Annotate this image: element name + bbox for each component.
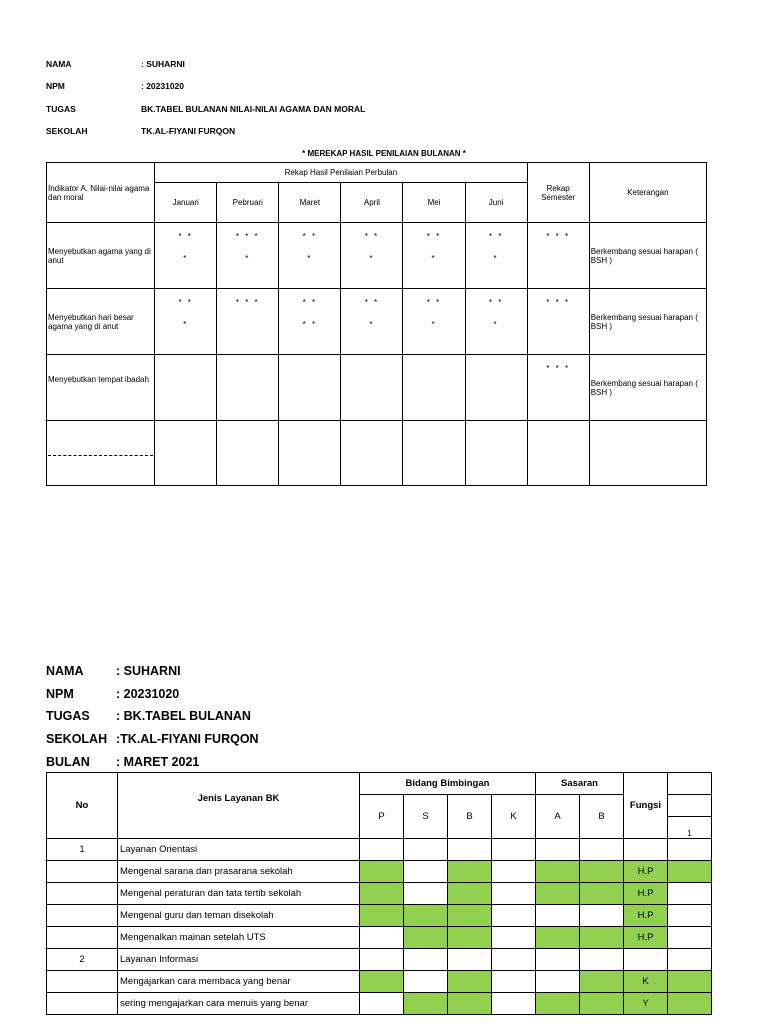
cell-k: [492, 949, 536, 971]
info-value-bulan: : MARET 2021: [116, 754, 200, 769]
semester-header: Rekap Semester: [527, 163, 589, 223]
cell-p: [360, 993, 404, 1015]
cell-k: [492, 883, 536, 905]
info-value-sekolah: :TK.AL-FIYANI FURQON: [116, 732, 259, 747]
info-label-sekolah: SEKOLAH: [46, 126, 88, 136]
cell-a: [536, 839, 580, 861]
score-cell: * * *: [465, 289, 527, 355]
cell-sb: [580, 971, 624, 993]
row-no: 2: [47, 949, 118, 971]
bk-services-table: [46, 772, 712, 1015]
table-row: [47, 289, 707, 355]
indicator-header: Indikator A. Nilai-nilai agama dan moral: [47, 163, 155, 223]
row-fungsi: [624, 949, 668, 971]
cell-extra: [668, 927, 712, 949]
cell-s: [404, 883, 448, 905]
indicator-cell: [47, 421, 155, 486]
info-label-sekolah: SEKOLAH: [46, 732, 108, 747]
month-header: April: [341, 183, 403, 223]
table-row: [47, 927, 712, 949]
cell-p: [360, 861, 404, 883]
table-row: [47, 949, 712, 971]
extra-col-number: 1: [668, 817, 712, 839]
cell-s: [404, 839, 448, 861]
info-label-bulan: BULAN: [46, 754, 90, 769]
score-cell: [155, 355, 217, 421]
semester-cell: * * *: [527, 289, 589, 355]
cell-extra: [668, 839, 712, 861]
cell-k: [492, 905, 536, 927]
row-fungsi: H.P: [624, 927, 668, 949]
score-cell: [341, 355, 403, 421]
table-row: [47, 883, 712, 905]
score-cell: [217, 355, 279, 421]
bidang-col-s: S: [404, 795, 448, 839]
score-cell: * * *: [403, 289, 465, 355]
cell-b: [448, 861, 492, 883]
score-cell: * * *: [403, 223, 465, 289]
cell-sb: [580, 861, 624, 883]
cell-s: [404, 993, 448, 1015]
row-jenis: Mengenal guru dan teman disekolah: [118, 905, 360, 927]
semester-cell: [527, 421, 589, 486]
month-header: Juni: [465, 183, 527, 223]
score-cell: * * * *: [279, 289, 341, 355]
sasaran-col-b: B: [580, 795, 624, 839]
cell-extra: [668, 861, 712, 883]
recap-title: * MEREKAP HASIL PENILAIAN BULANAN *: [302, 149, 466, 158]
row-jenis: Layanan Informasi: [118, 949, 360, 971]
score-cell: * * *: [155, 223, 217, 289]
cell-sb: [580, 839, 624, 861]
table-row: [47, 861, 712, 883]
cell-p: [360, 949, 404, 971]
month-header: Maret: [279, 183, 341, 223]
row-fungsi: K: [624, 971, 668, 993]
keterangan-header: Keterangan: [589, 163, 706, 223]
score-cell: * * *: [341, 223, 403, 289]
row-fungsi: [624, 839, 668, 861]
cell-a: [536, 861, 580, 883]
row-no: [47, 905, 118, 927]
indicator-cell: Menyebutkan tempat ibadah: [47, 355, 155, 421]
info-value-tugas: BK.TABEL BULANAN NILAI-NILAI AGAMA DAN MORAL: [141, 104, 366, 114]
cell-a: [536, 971, 580, 993]
row-fungsi: Y: [624, 993, 668, 1015]
keterangan-cell: Berkembang sesuai harapan ( BSH ): [589, 355, 706, 421]
fungsi-header: Fungsi: [624, 773, 668, 839]
monthly-recap-table: [46, 162, 707, 486]
cell-extra: [668, 883, 712, 905]
month-header: Pebruari: [217, 183, 279, 223]
cell-s: [404, 949, 448, 971]
row-jenis: Mengajarkan cara membaca yang benar: [118, 971, 360, 993]
cell-b: [448, 971, 492, 993]
cell-b: [448, 927, 492, 949]
table-row: [47, 839, 712, 861]
cell-sb: [580, 905, 624, 927]
cell-p: [360, 927, 404, 949]
info-value-sekolah: TK.AL-FIYANI FURQON: [141, 126, 236, 136]
score-cell: [217, 421, 279, 486]
indicator-cell: Menyebutkan hari besar agama yang di anut: [47, 289, 155, 355]
cell-b: [448, 839, 492, 861]
cell-s: [404, 927, 448, 949]
score-cell: [465, 421, 527, 486]
score-cell: * * *: [341, 289, 403, 355]
cell-sb: [580, 883, 624, 905]
cell-extra: [668, 949, 712, 971]
cell-s: [404, 905, 448, 927]
cell-s: [404, 861, 448, 883]
semester-cell: * * *: [527, 223, 589, 289]
row-no: [47, 927, 118, 949]
cell-extra: [668, 971, 712, 993]
table-row: [47, 971, 712, 993]
info-value-nama: : SUHARNI: [141, 59, 185, 69]
rekap-header: Rekap Hasil Penilaian Perbulan: [155, 163, 527, 183]
keterangan-cell: [589, 421, 706, 486]
score-cell: [465, 355, 527, 421]
info-value-nama: : SUHARNI: [116, 664, 181, 678]
cell-a: [536, 883, 580, 905]
info-value-npm: : 20231020: [116, 686, 180, 701]
semester-cell: * * *: [527, 355, 589, 421]
score-cell: * * *: [217, 289, 279, 355]
cell-b: [448, 883, 492, 905]
row-no: [47, 861, 118, 883]
cell-a: [536, 993, 580, 1015]
table-row: [47, 223, 707, 289]
row-fungsi: H.P: [624, 861, 668, 883]
score-cell: [341, 421, 403, 486]
bidang-col-p: P: [360, 795, 404, 839]
cell-extra: [668, 993, 712, 1015]
info-label-tugas: TUGAS: [46, 709, 90, 724]
row-fungsi: H.P: [624, 883, 668, 905]
cell-a: [536, 905, 580, 927]
row-jenis: Mengenal peraturan dan tata tertib sekolah: [118, 883, 360, 905]
score-cell: [403, 421, 465, 486]
score-cell: [155, 421, 217, 486]
cell-b: [448, 949, 492, 971]
cell-k: [492, 861, 536, 883]
cell-s: [404, 971, 448, 993]
cell-k: [492, 927, 536, 949]
sasaran-header: Sasaran: [536, 773, 624, 795]
score-cell: * * *: [279, 223, 341, 289]
score-cell: * * * *: [217, 223, 279, 289]
score-cell: [279, 355, 341, 421]
table-row: [47, 905, 712, 927]
score-cell: [279, 421, 341, 486]
month-header: Januari: [155, 183, 217, 223]
info-label-tugas: TUGAS: [46, 104, 76, 114]
no-header: No: [47, 773, 118, 839]
bidang-col-b: B: [448, 795, 492, 839]
info-label-npm: NPM: [46, 686, 74, 701]
score-cell: [403, 355, 465, 421]
row-jenis: Mengenalkan mainan setelah UTS: [118, 927, 360, 949]
extra-header-top: [668, 773, 712, 795]
cell-extra: [668, 905, 712, 927]
indicator-cell: Menyebutkan agama yang di anut: [47, 223, 155, 289]
row-no: [47, 993, 118, 1015]
cell-a: [536, 927, 580, 949]
row-jenis: Mengenal sarana dan prasarana sekolah: [118, 861, 360, 883]
jenis-header: Jenis Layanan BK: [118, 773, 360, 839]
cell-k: [492, 971, 536, 993]
bidang-header: Bidang Bimbingan: [360, 773, 536, 795]
info-label-npm: NPM: [46, 81, 65, 91]
cell-p: [360, 839, 404, 861]
cell-p: [360, 883, 404, 905]
keterangan-cell: Berkembang sesuai harapan ( BSH ): [589, 289, 706, 355]
cell-p: [360, 971, 404, 993]
cell-a: [536, 949, 580, 971]
bidang-col-k: K: [492, 795, 536, 839]
cell-sb: [580, 993, 624, 1015]
info-value-tugas: : BK.TABEL BULANAN: [116, 709, 251, 724]
cell-sb: [580, 927, 624, 949]
row-no: 1: [47, 839, 118, 861]
score-cell: * * *: [155, 289, 217, 355]
table-row: [47, 355, 707, 421]
info-label-nama: NAMA: [46, 664, 84, 678]
row-no: [47, 883, 118, 905]
row-fungsi: H.P: [624, 905, 668, 927]
row-jenis: sering mengajarkan cara menuis yang benar: [118, 993, 360, 1015]
dashed-line: [48, 455, 153, 456]
cell-b: [448, 905, 492, 927]
cell-b: [448, 993, 492, 1015]
table-row: [47, 421, 707, 486]
score-cell: * * *: [465, 223, 527, 289]
info-value-npm: : 20231020: [141, 81, 185, 91]
extra-header-mid: [668, 795, 712, 817]
cell-k: [492, 993, 536, 1015]
cell-sb: [580, 949, 624, 971]
row-no: [47, 971, 118, 993]
info-label-nama: NAMA: [46, 59, 72, 69]
sasaran-col-a: A: [536, 795, 580, 839]
table-row: [47, 993, 712, 1015]
month-header: Mei: [403, 183, 465, 223]
cell-k: [492, 839, 536, 861]
keterangan-cell: Berkembang sesuai harapan ( BSH ): [589, 223, 706, 289]
cell-p: [360, 905, 404, 927]
row-jenis: Layanan Orientasi: [118, 839, 360, 861]
